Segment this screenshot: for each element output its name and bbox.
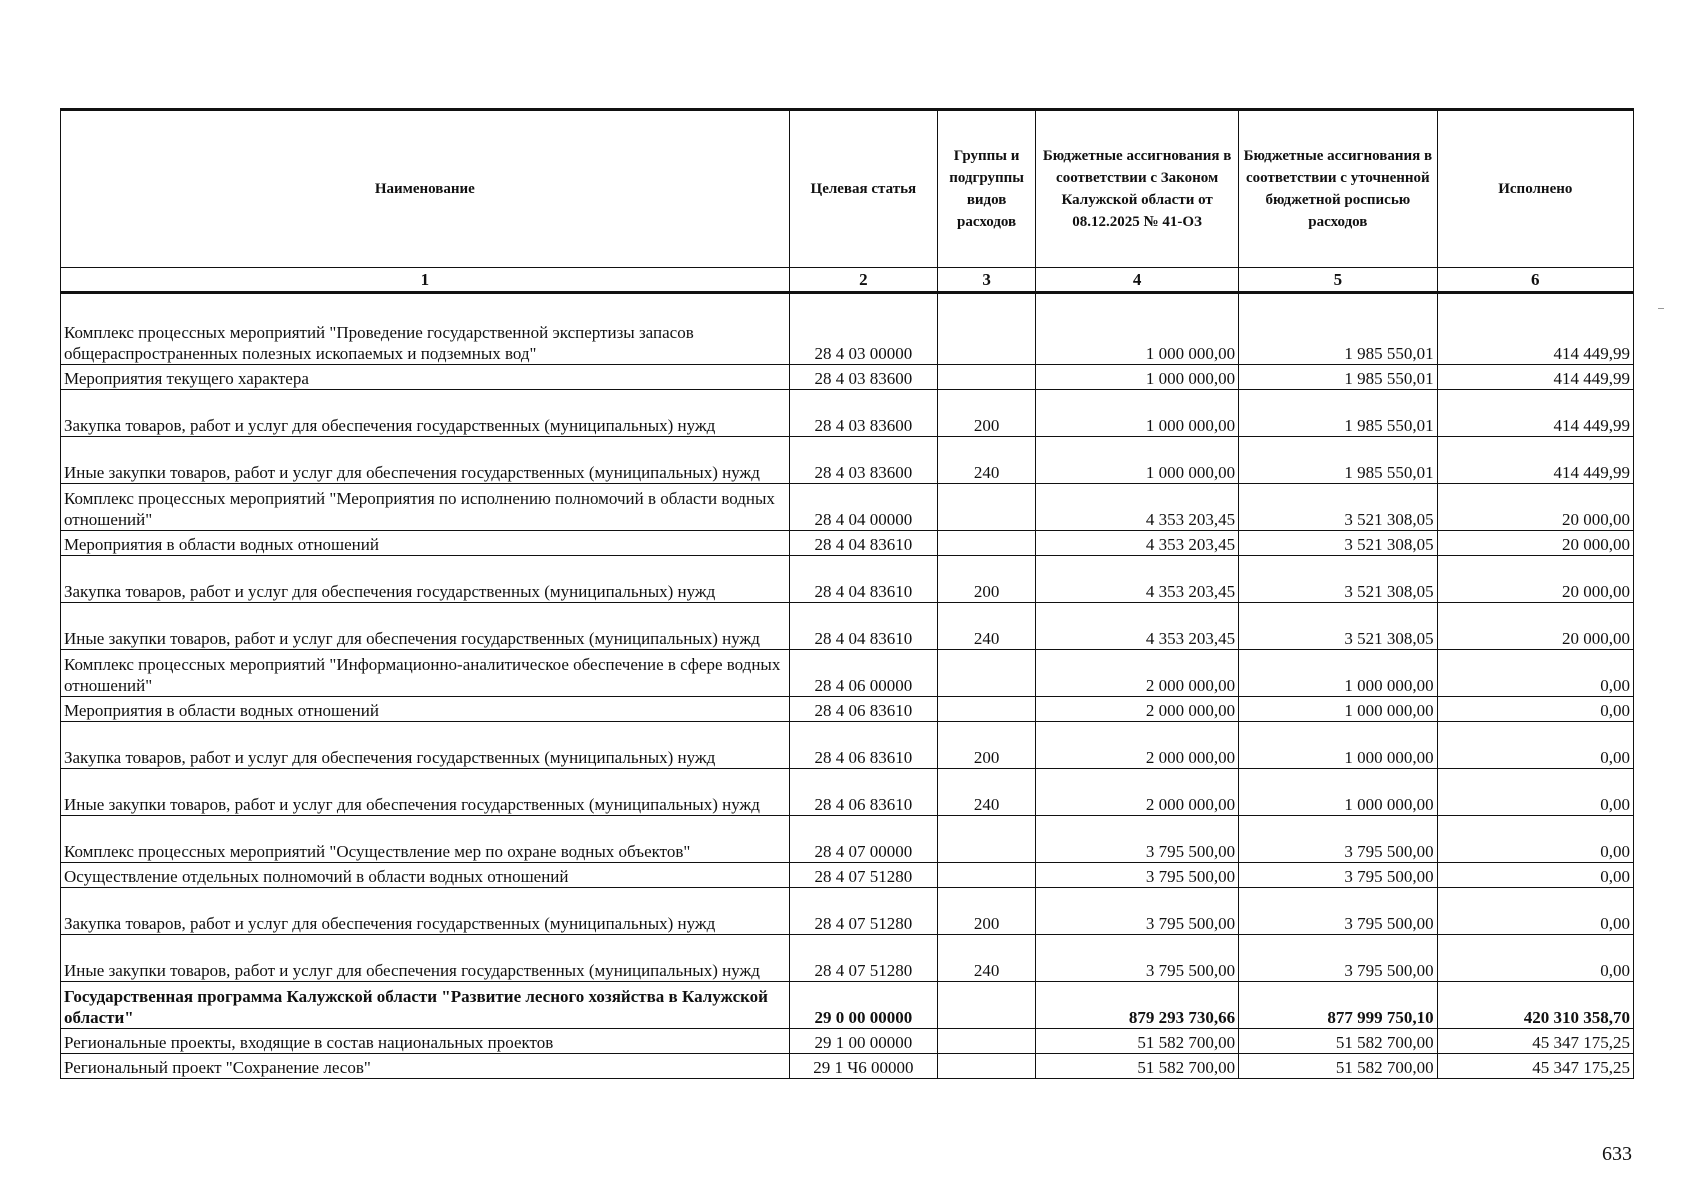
table-row	[61, 484, 1634, 531]
row-refined-amount: 3 795 500,00	[1239, 816, 1438, 863]
row-law-amount: 3 795 500,00	[1036, 816, 1239, 863]
row-refined-amount: 3 521 308,05	[1239, 603, 1438, 650]
table-row	[61, 935, 1634, 982]
row-refined-amount: 1 000 000,00	[1239, 650, 1438, 697]
row-target-article: 28 4 06 83610	[789, 769, 937, 816]
table-row	[61, 1029, 1634, 1054]
row-law-amount: 51 582 700,00	[1036, 1029, 1239, 1054]
row-target-article: 29 1 Ч6 00000	[789, 1054, 937, 1079]
column-number: 4	[1036, 268, 1239, 293]
row-target-article: 29 0 00 00000	[789, 982, 937, 1029]
row-refined-amount: 51 582 700,00	[1239, 1054, 1438, 1079]
row-executed-amount: 414 449,99	[1437, 390, 1633, 437]
row-target-article: 28 4 03 83600	[789, 365, 937, 390]
row-expense-group	[938, 293, 1036, 365]
row-name: Иные закупки товаров, работ и услуг для обеспечения государственных (муниципальных) нужд	[61, 935, 790, 982]
row-refined-amount: 1 000 000,00	[1239, 769, 1438, 816]
row-refined-amount: 1 985 550,01	[1239, 365, 1438, 390]
row-refined-amount: 3 795 500,00	[1239, 935, 1438, 982]
row-refined-amount: 3 521 308,05	[1239, 531, 1438, 556]
row-expense-group: 200	[938, 722, 1036, 769]
row-target-article: 28 4 04 83610	[789, 531, 937, 556]
header-name: Наименование	[61, 110, 790, 268]
row-executed-amount: 0,00	[1437, 863, 1633, 888]
row-target-article: 29 1 00 00000	[789, 1029, 937, 1054]
row-name: Мероприятия текущего характера	[61, 365, 790, 390]
row-expense-group: 240	[938, 437, 1036, 484]
table-row	[61, 293, 1634, 365]
row-executed-amount: 0,00	[1437, 816, 1633, 863]
row-expense-group	[938, 531, 1036, 556]
row-executed-amount: 414 449,99	[1437, 437, 1633, 484]
table-row	[61, 888, 1634, 935]
row-refined-amount: 1 985 550,01	[1239, 390, 1438, 437]
table-row	[61, 556, 1634, 603]
row-law-amount: 1 000 000,00	[1036, 390, 1239, 437]
row-law-amount: 1 000 000,00	[1036, 293, 1239, 365]
row-target-article: 28 4 07 51280	[789, 888, 937, 935]
row-law-amount: 2 000 000,00	[1036, 722, 1239, 769]
row-law-amount: 4 353 203,45	[1036, 484, 1239, 531]
row-refined-amount: 3 795 500,00	[1239, 863, 1438, 888]
row-executed-amount: 414 449,99	[1437, 293, 1633, 365]
row-name: Закупка товаров, работ и услуг для обеспечения государственных (муниципальных) нужд	[61, 390, 790, 437]
column-number: 3	[938, 268, 1036, 293]
table-row	[61, 365, 1634, 390]
row-expense-group	[938, 1054, 1036, 1079]
row-expense-group: 200	[938, 556, 1036, 603]
row-executed-amount: 0,00	[1437, 697, 1633, 722]
row-law-amount: 3 795 500,00	[1036, 863, 1239, 888]
row-target-article: 28 4 04 83610	[789, 556, 937, 603]
row-law-amount: 879 293 730,66	[1036, 982, 1239, 1029]
row-name: Иные закупки товаров, работ и услуг для обеспечения государственных (муниципальных) нужд	[61, 603, 790, 650]
row-target-article: 28 4 06 83610	[789, 697, 937, 722]
row-executed-amount: 45 347 175,25	[1437, 1029, 1633, 1054]
row-refined-amount: 3 521 308,05	[1239, 484, 1438, 531]
row-executed-amount: 20 000,00	[1437, 484, 1633, 531]
row-expense-group	[938, 863, 1036, 888]
row-name: Иные закупки товаров, работ и услуг для обеспечения государственных (муниципальных) нужд	[61, 769, 790, 816]
table-row	[61, 722, 1634, 769]
row-executed-amount: 20 000,00	[1437, 531, 1633, 556]
row-expense-group: 240	[938, 603, 1036, 650]
row-name: Иные закупки товаров, работ и услуг для обеспечения государственных (муниципальных) нужд	[61, 437, 790, 484]
row-name: Закупка товаров, работ и услуг для обеспечения государственных (муниципальных) нужд	[61, 888, 790, 935]
row-expense-group	[938, 816, 1036, 863]
column-number: 5	[1239, 268, 1438, 293]
header-law-allocations: Бюджетные ассигнования в соответствии с Законом Калужской области от 08.12.2025 № 41-ОЗ	[1036, 110, 1239, 268]
row-target-article: 28 4 07 51280	[789, 863, 937, 888]
column-number: 6	[1437, 268, 1633, 293]
row-expense-group	[938, 484, 1036, 531]
row-target-article: 28 4 06 83610	[789, 722, 937, 769]
scan-mark	[1658, 308, 1664, 309]
column-number: 1	[61, 268, 790, 293]
header-row	[61, 110, 1634, 268]
row-name: Комплекс процессных мероприятий "Информационно-аналитическое обеспечение в сфере водных отношений"	[61, 650, 790, 697]
row-refined-amount: 877 999 750,10	[1239, 982, 1438, 1029]
table-body	[61, 293, 1634, 1079]
row-refined-amount: 1 985 550,01	[1239, 293, 1438, 365]
row-law-amount: 1 000 000,00	[1036, 437, 1239, 484]
row-executed-amount: 20 000,00	[1437, 603, 1633, 650]
row-target-article: 28 4 07 00000	[789, 816, 937, 863]
table-row	[61, 390, 1634, 437]
table-row	[61, 1054, 1634, 1079]
row-name: Комплекс процессных мероприятий "Проведение государственной экспертизы запасов общераспространенных полезных ископаемых и подземных вод"	[61, 293, 790, 365]
row-executed-amount: 420 310 358,70	[1437, 982, 1633, 1029]
row-law-amount: 2 000 000,00	[1036, 697, 1239, 722]
table-row	[61, 697, 1634, 722]
row-name: Комплекс процессных мероприятий "Мероприятия по исполнению полномочий в области водных отношений"	[61, 484, 790, 531]
row-refined-amount: 1 000 000,00	[1239, 722, 1438, 769]
row-executed-amount: 0,00	[1437, 769, 1633, 816]
row-law-amount: 3 795 500,00	[1036, 888, 1239, 935]
row-name: Государственная программа Калужской области "Развитие лесного хозяйства в Калужской области"	[61, 982, 790, 1029]
header-target-article: Целевая статья	[789, 110, 937, 268]
row-executed-amount: 414 449,99	[1437, 365, 1633, 390]
page-number: 633	[1602, 1143, 1632, 1165]
row-target-article: 28 4 03 00000	[789, 293, 937, 365]
header-expense-groups: Группы и подгруппы видов расходов	[938, 110, 1036, 268]
row-target-article: 28 4 04 83610	[789, 603, 937, 650]
row-law-amount: 4 353 203,45	[1036, 556, 1239, 603]
table-row	[61, 603, 1634, 650]
table-row	[61, 982, 1634, 1029]
row-law-amount: 51 582 700,00	[1036, 1054, 1239, 1079]
row-law-amount: 3 795 500,00	[1036, 935, 1239, 982]
row-name: Региональный проект "Сохранение лесов"	[61, 1054, 790, 1079]
row-law-amount: 2 000 000,00	[1036, 769, 1239, 816]
row-refined-amount: 1 000 000,00	[1239, 697, 1438, 722]
table-row	[61, 531, 1634, 556]
row-law-amount: 2 000 000,00	[1036, 650, 1239, 697]
row-executed-amount: 0,00	[1437, 722, 1633, 769]
row-refined-amount: 1 985 550,01	[1239, 437, 1438, 484]
row-refined-amount: 3 795 500,00	[1239, 888, 1438, 935]
row-executed-amount: 0,00	[1437, 650, 1633, 697]
row-target-article: 28 4 07 51280	[789, 935, 937, 982]
header-refined-allocations: Бюджетные ассигнования в соответствии с уточненной бюджетной росписью расходов	[1239, 110, 1438, 268]
table-row	[61, 863, 1634, 888]
row-expense-group: 200	[938, 390, 1036, 437]
budget-table	[60, 108, 1634, 1079]
row-executed-amount: 45 347 175,25	[1437, 1054, 1633, 1079]
row-name: Закупка товаров, работ и услуг для обеспечения государственных (муниципальных) нужд	[61, 722, 790, 769]
row-target-article: 28 4 06 00000	[789, 650, 937, 697]
row-law-amount: 1 000 000,00	[1036, 365, 1239, 390]
row-expense-group	[938, 365, 1036, 390]
column-number: 2	[789, 268, 937, 293]
row-law-amount: 4 353 203,45	[1036, 531, 1239, 556]
table-row	[61, 650, 1634, 697]
row-target-article: 28 4 03 83600	[789, 390, 937, 437]
row-name: Комплекс процессных мероприятий "Осуществление мер по охране водных объектов"	[61, 816, 790, 863]
row-name: Закупка товаров, работ и услуг для обеспечения государственных (муниципальных) нужд	[61, 556, 790, 603]
row-name: Мероприятия в области водных отношений	[61, 697, 790, 722]
column-number-row	[61, 268, 1634, 293]
row-expense-group	[938, 650, 1036, 697]
row-name: Мероприятия в области водных отношений	[61, 531, 790, 556]
row-expense-group: 240	[938, 769, 1036, 816]
row-executed-amount: 0,00	[1437, 888, 1633, 935]
row-executed-amount: 0,00	[1437, 935, 1633, 982]
row-refined-amount: 51 582 700,00	[1239, 1029, 1438, 1054]
row-expense-group: 240	[938, 935, 1036, 982]
header-executed: Исполнено	[1437, 110, 1633, 268]
table-row	[61, 769, 1634, 816]
table-row	[61, 437, 1634, 484]
row-expense-group	[938, 1029, 1036, 1054]
row-name: Региональные проекты, входящие в состав национальных проектов	[61, 1029, 790, 1054]
row-name: Осуществление отдельных полномочий в области водных отношений	[61, 863, 790, 888]
row-refined-amount: 3 521 308,05	[1239, 556, 1438, 603]
row-executed-amount: 20 000,00	[1437, 556, 1633, 603]
row-law-amount: 4 353 203,45	[1036, 603, 1239, 650]
row-expense-group: 200	[938, 888, 1036, 935]
row-target-article: 28 4 03 83600	[789, 437, 937, 484]
table-row	[61, 816, 1634, 863]
row-target-article: 28 4 04 00000	[789, 484, 937, 531]
row-expense-group	[938, 982, 1036, 1029]
row-expense-group	[938, 697, 1036, 722]
